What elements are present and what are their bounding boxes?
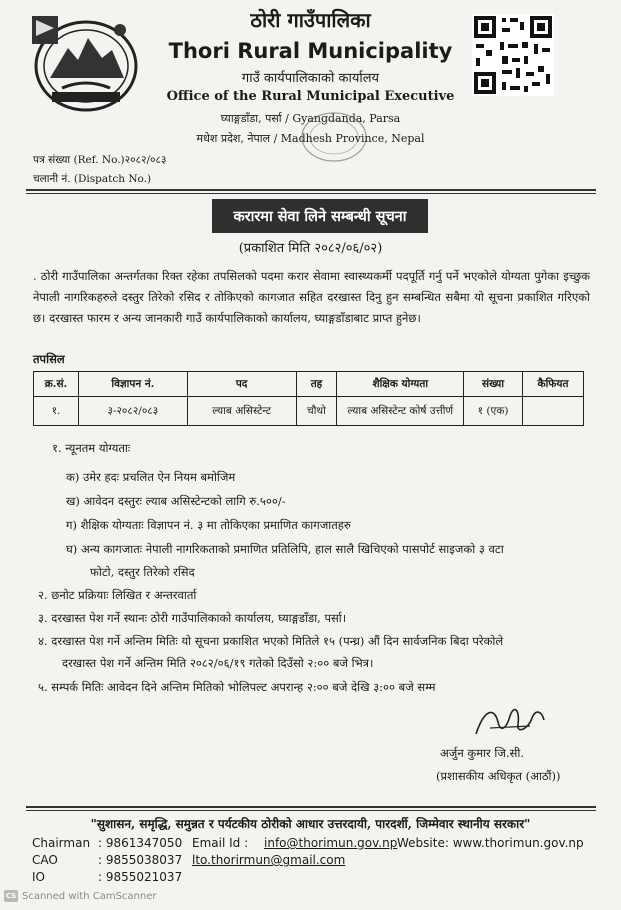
dispatch-number: चलानी नं. (Dispatch No.) — [33, 173, 152, 185]
notice-title: करारमा सेवा लिने सम्बन्धी सूचना — [212, 199, 428, 233]
footer-divider — [26, 806, 596, 808]
io-label: IO — [32, 870, 45, 884]
requirement-item-continued: फोटो, दस्तुर तिरेको रसिद — [90, 565, 195, 579]
application-deadline-continued: दरखास्त पेश गर्ने अन्तिम मिति २०८२/०६/१९ गतेको दिउँसो २:०० बजे भित्र। — [62, 656, 374, 670]
email-1-text[interactable]: info@thorimun.gov.np — [264, 836, 398, 850]
footer-divider-thin — [26, 810, 596, 811]
cao-phone: : 9855038037 — [98, 853, 183, 867]
table-cell: ल्याब असिस्टेन्ट कोर्ष उत्तीर्ण — [337, 397, 464, 426]
table-cell: चौथो — [296, 397, 337, 426]
table-cell: ३-२०८२/०८३ — [78, 397, 187, 426]
email-2-text[interactable]: lto.thorirmun@gmail.com — [192, 853, 346, 867]
notice-body: . ठोरी गाउँपालिका अन्तर्गतका रिक्त रहेका तपसिलको पदमा करार सेवामा स्वास्थ्यकर्मी पदपूर्ति गर्नु पर्ने भएकोले योग्यता पुगेका इच्छुक नेपाली नागरिकहरुले दस्तुर तिरेको रसिद र तोकिएको कागजात सहित दरखास्त दिनु हुन सम्बन्धित सबैमा यो सूचना प्रकाशित गरिएको छ। दरखास्त फारम र अन्य जानकारी गाउँ कार्यपालिकाको कार्यालय, घ्याङ्गडाँडाबाट प्राप्त हुनेछ। — [33, 269, 590, 325]
positions-table — [33, 371, 584, 426]
requirements-heading: १. न्यूनतम योग्यताः — [52, 441, 131, 455]
camscanner-text: Scanned with CamScanner — [22, 890, 157, 902]
application-deadline: ४. दरखास्त पेश गर्ने अन्तिम मितिः यो सूचना प्रकाशित भएको मितिले १५ (पन्ध्र) औं दिन सार्वजनिक बिदा परेकोले — [38, 634, 504, 648]
table-header-row — [34, 372, 584, 397]
address-line-1: घ्याङ्गडाँडा, पर्सा / Gyangdanda, Parsa — [220, 112, 401, 125]
camscanner-watermark — [4, 890, 157, 902]
requirement-item: घ) अन्य कागजातः नेपाली नागरिकताको प्रमाणित प्रतिलिपि, हाल सालै खिचिएको पासपोर्ट साइजको ३ वटा — [66, 542, 504, 556]
column-header: शैक्षिक योग्यता — [337, 372, 464, 397]
column-header: संख्या — [464, 372, 523, 397]
office-name-english: Office of the Rural Municipal Executive — [166, 89, 455, 104]
email-link-1[interactable] — [264, 836, 397, 850]
column-header: विज्ञापन नं. — [78, 372, 187, 397]
column-header: पद — [187, 372, 296, 397]
column-header: कैफियत — [523, 372, 584, 397]
contact-date: ५. सम्पर्क मितिः आवेदन दिने अन्तिम मितिको भोलिपल्ट अपरान्ह २:०० बजे देखि ३:०० बजे सम्म — [38, 680, 436, 694]
requirement-item: ख) आवेदन दस्तुरः ल्याब असिस्टेन्टको लागि रु.५००/- — [66, 494, 286, 508]
requirement-item: ग) शैक्षिक योग्यताः विज्ञापन नं. ३ मा तोकिएका प्रमाणित कागजातहरु — [66, 518, 351, 532]
reference-number: पत्र संख्या (Ref. No.)२०८२/०८३ — [33, 154, 167, 166]
header-divider-thin — [26, 193, 596, 194]
selection-process: २. छनोट प्रक्रियाः लिखित र अन्तरवार्ता — [38, 588, 197, 602]
column-header: क्र.सं. — [34, 372, 79, 397]
signatory-post: (प्रशासकीय अधिकृत (आठौं)) — [436, 769, 561, 783]
signature-icon — [470, 700, 550, 744]
cao-label: CAO — [32, 853, 58, 867]
office-name-nepali: गाउँ कार्यपालिकाको कार्यालय — [241, 71, 380, 86]
requirement-item: क) उमेर हदः प्रचलित ऐन नियम बमोजिम — [66, 470, 236, 484]
email-link-2[interactable] — [192, 853, 345, 867]
email-label: Email Id : — [192, 836, 249, 850]
chairman-phone: : 9861347050 — [98, 836, 183, 850]
header-divider — [26, 189, 596, 191]
municipality-name-nepali: ठोरी गाउँपालिका — [250, 8, 371, 32]
table-cell: १ (एक) — [464, 397, 523, 426]
table-cell: ल्याब असिस्टेन्ट — [187, 397, 296, 426]
chairman-label: Chairman — [32, 836, 91, 850]
published-date: (प्रकाशित मिति २०८२/०६/०२) — [238, 241, 383, 256]
table-cell — [523, 397, 584, 426]
io-phone: : 9855021037 — [98, 870, 183, 884]
camscanner-logo-icon: CS — [5, 892, 17, 900]
signatory-name: अर्जुन कुमार जि.सी. — [440, 746, 524, 760]
column-header: तह — [296, 372, 337, 397]
office-stamp-icon — [300, 110, 368, 164]
tapsil-label: तपसिल — [33, 352, 65, 366]
table-cell: १. — [34, 397, 79, 426]
website-text: Website: www.thorimun.gov.np — [397, 836, 584, 850]
address-line-2: मधेश प्रदेश, नेपाल / Madhesh Province, Nepal — [196, 132, 425, 145]
application-location: ३. दरखास्त पेश गर्ने स्थानः ठोरी गाउँपालिकाको कार्यालय, घ्याङ्गडाँडा, पर्सा। — [38, 611, 347, 625]
municipality-name-english: Thori Rural Municipality — [168, 39, 453, 63]
table-row — [34, 397, 584, 426]
footer-slogan: "सुशासन, समृद्धि, समुन्नत र पर्यटकीय ठोरीको आधार उत्तरदायी, पारदर्शी, जिम्मेवार स्थानीय सरकार" — [90, 817, 531, 831]
